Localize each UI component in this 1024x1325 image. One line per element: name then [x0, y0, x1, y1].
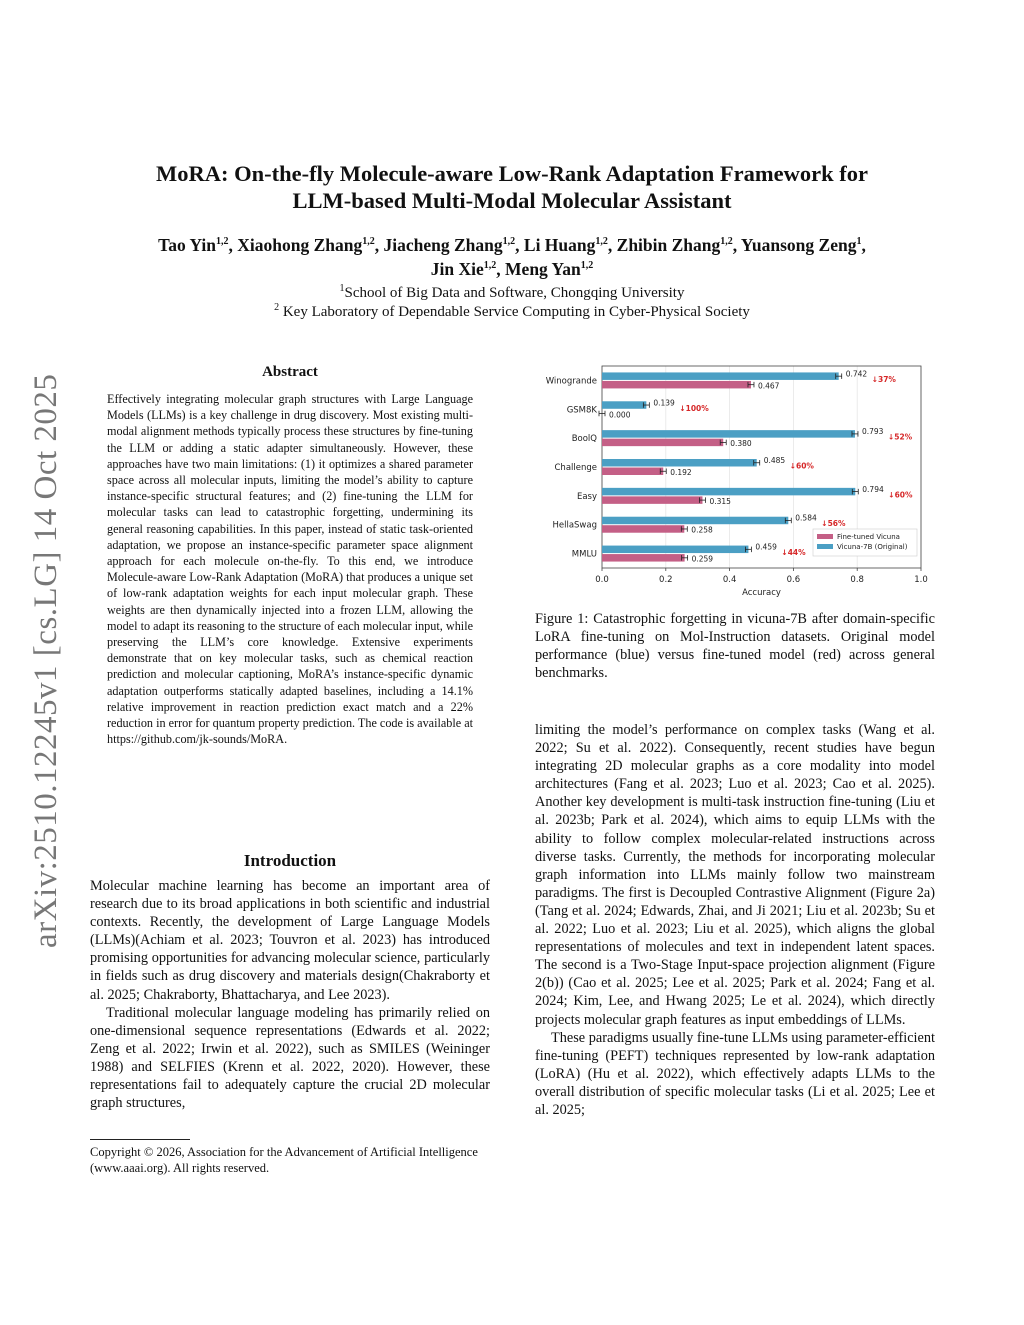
bar-original	[602, 459, 757, 467]
legend-swatch-original	[817, 544, 833, 549]
category-label: MMLU	[571, 549, 597, 560]
drop-label: ↓44%	[781, 548, 806, 558]
bar-finetuned	[602, 496, 702, 504]
paper-title	[60, 160, 964, 214]
bar-finetuned	[602, 525, 684, 533]
bar-finetuned	[602, 381, 751, 389]
author: Tao Yin	[158, 235, 217, 255]
x-tick-label: 0.4	[722, 575, 737, 585]
value-label-original: 0.584	[795, 513, 817, 523]
bar-finetuned	[602, 554, 685, 562]
x-tick-label: 0.8	[850, 575, 864, 585]
x-tick-label: 0.0	[595, 575, 609, 585]
affiliation-text: Key Laboratory of Dependable Service Computing in Cyber-Physical Society	[279, 304, 750, 320]
bar-finetuned	[602, 468, 663, 476]
bar-original	[602, 488, 855, 496]
category-label: Challenge	[554, 463, 597, 473]
figure-1-chart	[530, 360, 940, 598]
right-paragraph-2: These paradigms usually fine-tune LLMs using parameter-efficient fine-tuning (PEFT) techniques represented by low-rank adaptation (LoRA) (Hu et al. 2022), which effectively adapts LLMs to the overall distribution of specific molecular tasks (Li et al. 2025; Lee et al. 2025;	[535, 1029, 935, 1118]
value-label-original: 0.794	[862, 484, 884, 494]
author-sep: ,	[496, 259, 506, 279]
author-sup: 1,2	[362, 236, 375, 248]
value-label-original: 0.742	[845, 369, 868, 379]
bar-original	[602, 517, 788, 525]
introduction-body	[90, 877, 490, 1112]
author-sup: 1,2	[502, 236, 516, 248]
value-label-original: 0.139	[653, 398, 675, 408]
bar-original	[602, 546, 748, 554]
author-list	[60, 233, 964, 281]
author: Zhibin Zhang	[616, 235, 721, 255]
drop-label: ↓60%	[789, 461, 814, 471]
value-label-original: 0.793	[861, 427, 884, 437]
affiliation-text: School of Big Data and Software, Chongqing University	[344, 285, 685, 301]
title-line-1: MoRA: On-the-fly Molecule-aware Low-Rank Adaptation Framework for	[156, 161, 868, 186]
drop-label: ↓100%	[679, 403, 709, 413]
author-line-1	[60, 233, 964, 257]
author-sep: ,	[515, 235, 524, 255]
value-label-finetuned: 0.380	[730, 439, 752, 449]
author: Jin Xie	[430, 259, 484, 279]
affiliation-sup: 2	[274, 302, 280, 313]
author-sep: ,	[228, 235, 238, 255]
right-paragraph-1: limiting the model’s performance on complex tasks (Wang et al. 2022; Su et al. 2022). Consequently, recent studies have begun integrating 2D molecular graphs as a core modality into model architectures (Fang et al. 2023; Luo et al. 2023; Cao et al. 2025). Another key development is multi-task instruction fine-tuning (Liu et al. 2023b; Park et al. 2024), which aims to equip LLMs with the ability to follow complex molecular-related instructions across diverse tasks. Currently, the methods for incorporating molecular graph information into LLMs mainly follow two mainstream paradigms. The first is Decoupled Contrastive Alignment (Figure 2a) (Tang et al. 2024; Edwards, Zhai, and Ji 2021; Liu et al. 2023b; Su et al. 2022; Luo et al. 2023; Liu et al. 2025), which aligns the global representations of molecules and text in independent latent spaces. The second is a Two-Stage Input-space projection alignment (Figure 2(b)) (Cao et al. 2025; Lee et al. 2025; Park et al. 2024; Fang et al. 2024; Kim, Lee, and Hwang 2025; Le et al. 2024), which directly projects molecular graph features as input embeddings of LLMs.	[535, 722, 935, 1028]
author: Yuansong Zeng	[740, 235, 857, 255]
bar-original	[602, 372, 839, 380]
value-label-finetuned: 0.258	[691, 525, 713, 535]
introduction-heading: Introduction	[243, 851, 337, 870]
footnote-rule	[90, 1139, 190, 1140]
value-label-finetuned: 0.000	[609, 410, 631, 420]
value-label-finetuned: 0.259	[691, 554, 714, 564]
x-axis-label: Accuracy	[742, 588, 781, 598]
legend-swatch-finetuned	[817, 534, 833, 539]
author-sup: 1,2	[216, 236, 229, 248]
drop-label: ↓56%	[821, 519, 846, 529]
author-sep: ,	[607, 235, 617, 255]
bar-finetuned	[602, 439, 723, 447]
category-label: Easy	[576, 491, 597, 502]
legend-label-original: Vicuna-7B (Original)	[837, 543, 908, 551]
drop-label: ↓37%	[871, 374, 896, 384]
author-sep: ,	[732, 235, 741, 255]
legend-label-finetuned: Fine-tuned Vicuna	[837, 533, 900, 541]
figure-1-caption: Figure 1: Catastrophic forgetting in vicuna-7B after domain-specific LoRA fine-tuning on Mol-Instruction datasets. Original model performance (blue) versus fine-tuned model (red) across general benchmarks.	[535, 611, 935, 682]
author: Jiacheng Zhang	[383, 235, 503, 255]
author: Li Huang	[523, 235, 596, 255]
category-label: HellaSwag	[552, 520, 597, 531]
drop-label: ↓52%	[887, 432, 913, 442]
intro-paragraph-2: Traditional molecular language modeling has primarily relied on one-dimensional sequence representations (Edwards et al. 2022; Zeng et al. 2022; Irwin et al. 2022), such as SMILES (Weininger 1988) and SELFIES (Krenn et al. 2022, 2020). However, these representations fail to adequately capture the crucial 2D molecular graph structures,	[90, 1004, 490, 1112]
value-label-original: 0.485	[763, 456, 786, 465]
intro-paragraph-1: Molecular machine learning has become an important area of research due to its broad applications in both scientific and industrial contexts. Recently, the development of Large Language Models (LLMs)(Achiam et al. 2023; Touvron et al. 2023) has introduced promising opportunities for advancing molecular science, particularly in fields such as drug discovery and materials design(Chakraborty et al. 2025; Chakraborty, Bhattacharya, and Lee 2023).	[90, 878, 490, 1003]
author-sup: 1,2	[483, 260, 497, 272]
arxiv-sidebar-id: arXiv:2510.12245v1 [cs.LG] 14 Oct 2025	[28, 373, 64, 948]
author-sup: 1,2	[580, 260, 594, 272]
bar-original	[602, 430, 855, 438]
x-tick-label: 0.2	[659, 575, 673, 585]
author-sup: 1,2	[595, 236, 608, 248]
bar-original	[602, 401, 646, 409]
category-label: BoolQ	[571, 434, 597, 445]
author: Xiaohong Zhang	[237, 235, 363, 255]
author-sup: 1	[856, 236, 862, 248]
author: Meng Yan	[505, 259, 581, 279]
author-line-2	[60, 257, 964, 281]
value-label-finetuned: 0.192	[670, 468, 692, 477]
value-label-original: 0.459	[755, 542, 777, 552]
author-sup: 1,2	[720, 236, 733, 248]
author-sep: ,	[374, 235, 384, 255]
abstract-heading: Abstract	[262, 364, 318, 380]
copyright-footnote: Copyright © 2026, Association for the Advancement of Artificial Intelligence (www.aaai.org). All rights reserved.	[90, 1145, 478, 1175]
right-column-body	[535, 721, 935, 1119]
x-tick-label: 1.0	[914, 575, 928, 585]
value-label-finetuned: 0.467	[757, 381, 780, 391]
category-label: GSM8K	[566, 405, 597, 416]
x-tick-label: 0.6	[786, 575, 801, 585]
author-sep: ,	[861, 235, 866, 255]
affiliation-2	[60, 303, 964, 322]
value-label-finetuned: 0.315	[709, 496, 731, 506]
title-line-2: LLM-based Multi-Modal Molecular Assistant	[292, 188, 732, 213]
abstract-text: Effectively integrating molecular graph structures with Large Language Models (LLMs) is a key challenge in drug discovery. Most existing multi-modal alignment methods typically process these structures by fine-tuning the LLM or adding a static adapter simultaneously. However, these approaches have two main limitations: (1) it optimizes a shared parameter space across all molecular inputs, limiting the model’s ability to capture instance-specific structural features; and (2) fine-tuning the LLM for molecular tasks can lead to catastrophic forgetting, undermining its general reasoning capabilities. In this paper, instead of static task-oriented adaptation, we propose an instance-specific parameter space alignment approach for each molecule on-the-fly. To this end, we introduce Molecule-aware Low-Rank Adaptation (MoRA) that produces a unique set of low-rank adaptation weights for each input molecular graph. These weights are then dynamically injected into a frozen LLM, allowing the model to adapt its reasoning to the structure of each molecular input, while preserving the LLM’s core knowledge. Extensive experiments demonstrate that on key molecular tasks, such as chemical reaction prediction and molecular captioning, MoRA’s instance-specific dynamic adaptation outperforms statically adapted baselines, including a 14.1% relative improvement in reaction prediction exact match and a 22% reduction in error for quantum property prediction. The code is available at https://github.com/jk-sounds/MoRA.	[107, 392, 473, 747]
affiliation-1	[60, 284, 964, 303]
category-label: Winogrande	[545, 376, 597, 387]
drop-label: ↓60%	[888, 490, 913, 500]
affiliations	[60, 284, 964, 322]
affiliation-sup: 1	[339, 283, 345, 294]
